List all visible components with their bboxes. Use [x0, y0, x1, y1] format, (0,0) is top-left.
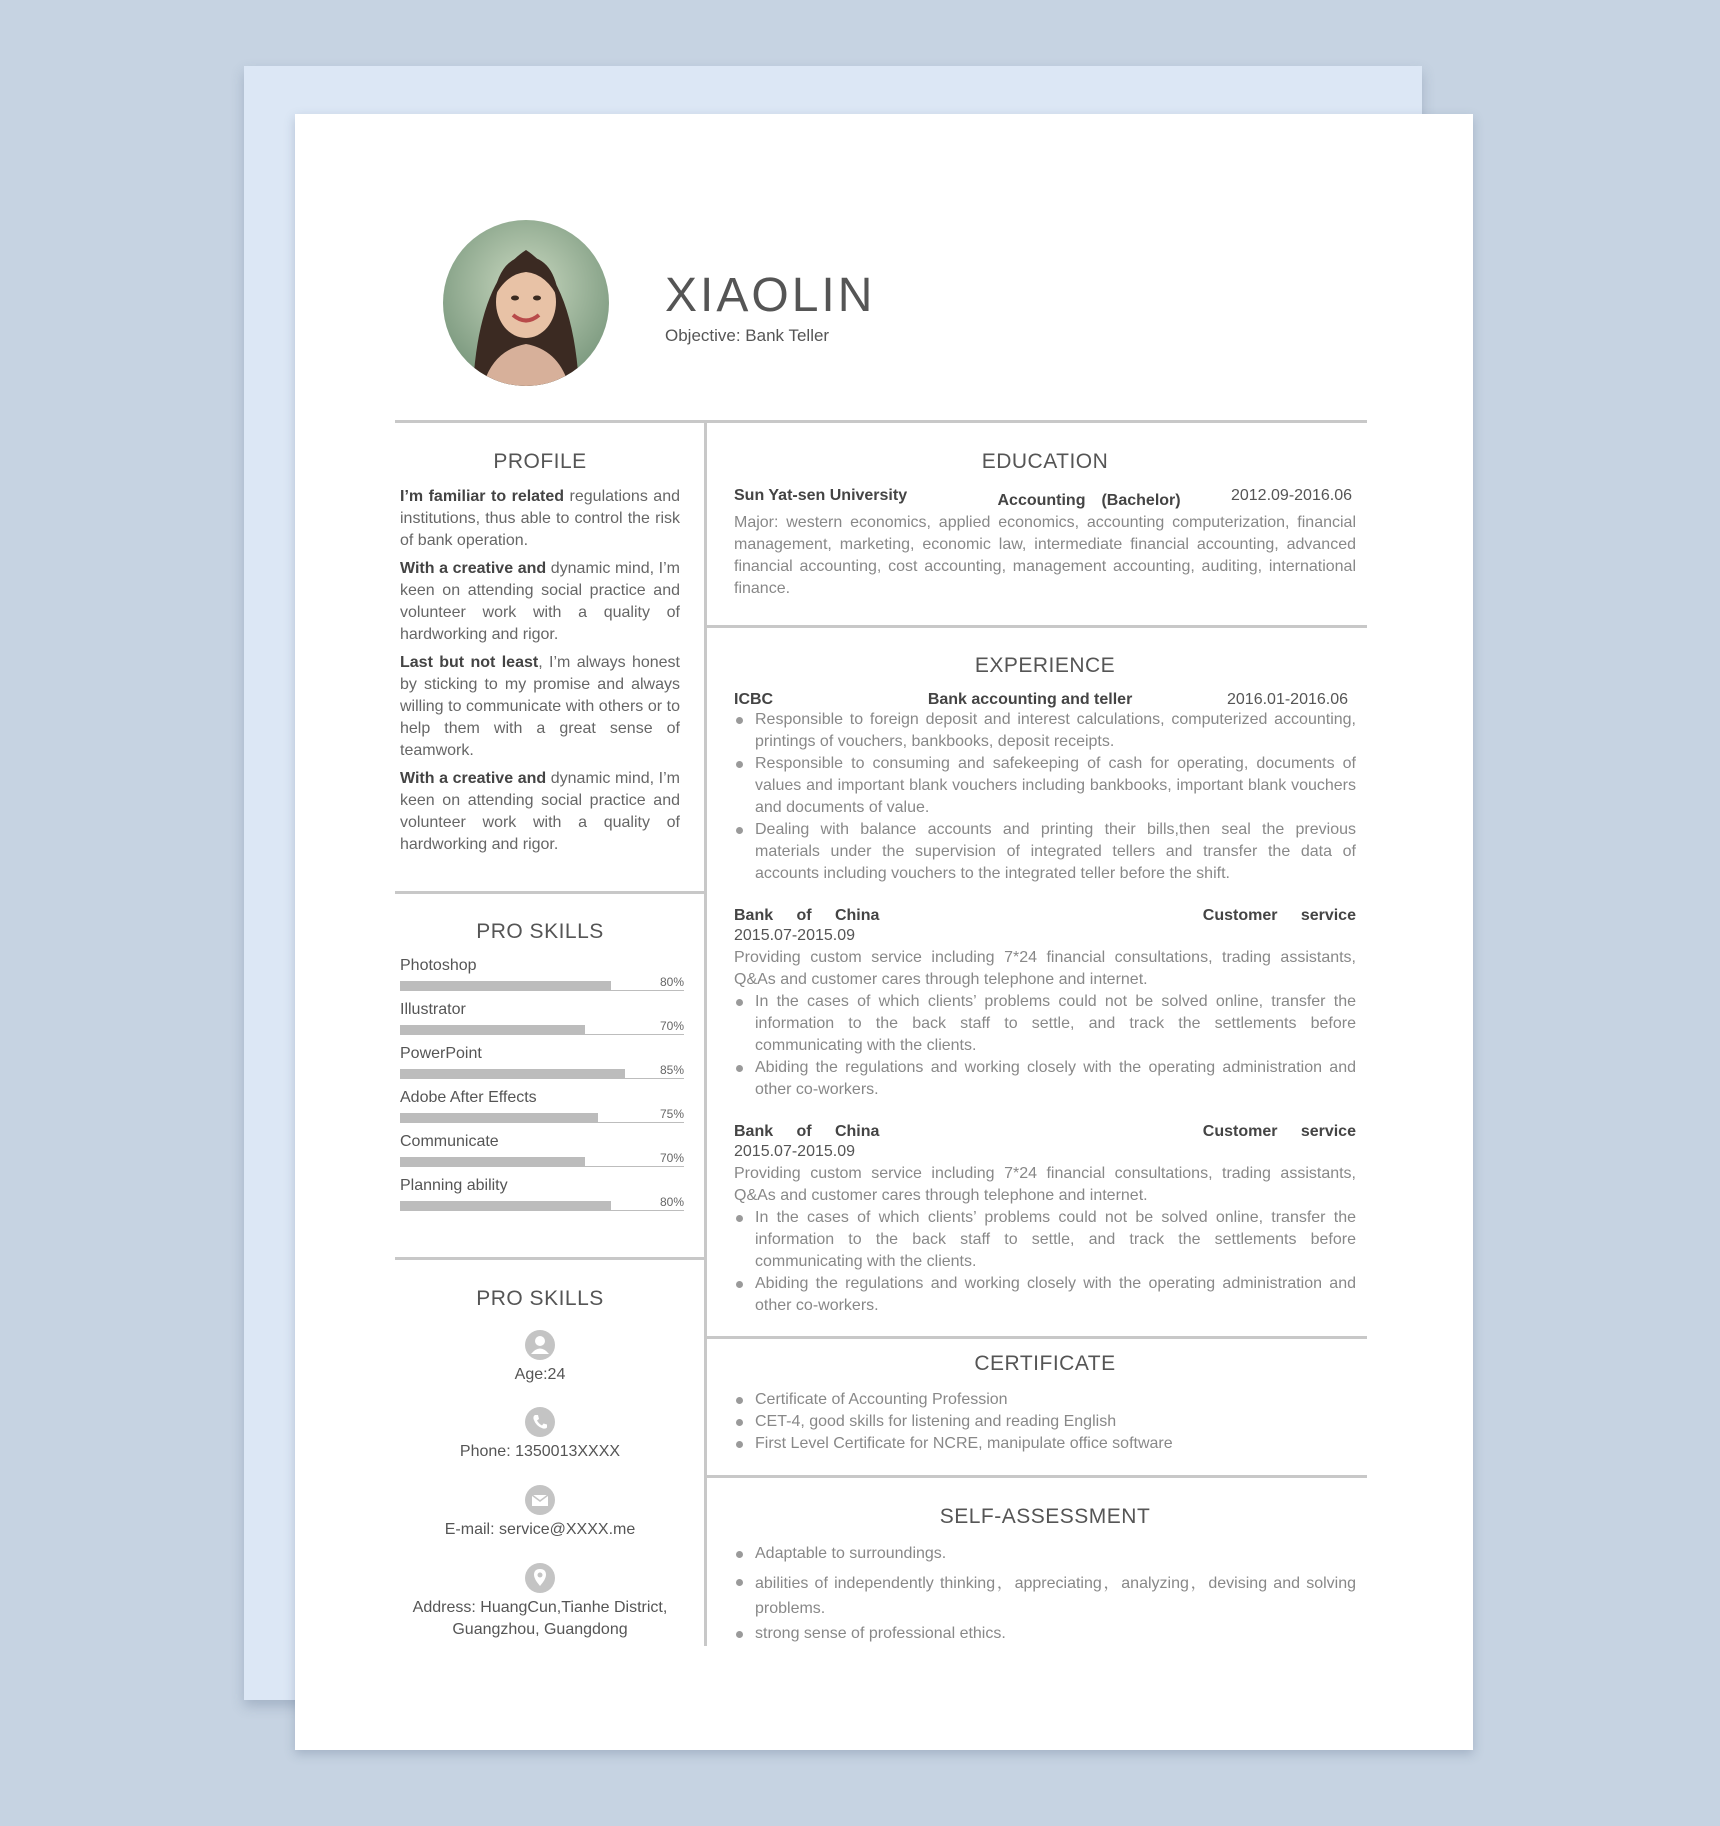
skill-percent: 80%	[659, 975, 684, 989]
job-company-word: of	[796, 1123, 812, 1140]
certificate-item: Certificate of Accounting Profession	[734, 1389, 1356, 1411]
skill-name: Communicate	[400, 1133, 499, 1150]
profile-divider	[395, 891, 705, 894]
profile-paragraph	[400, 768, 680, 856]
education-title: EDUCATION	[981, 450, 1109, 473]
skill-item	[400, 1089, 684, 1133]
location-icon	[525, 1563, 555, 1593]
contact-phone	[400, 1407, 680, 1463]
phone-icon	[525, 1407, 555, 1437]
job-role-word: Customer	[1202, 907, 1278, 924]
profile-text: , I’m always honest by sticking to my promise and always willing to communicate with others or to help them with a great sense of teamwork.	[400, 654, 680, 759]
self-assessment-list	[734, 1543, 1356, 1645]
self-assessment-section	[734, 1543, 1356, 1645]
job-header	[734, 1123, 1356, 1141]
skill-item	[400, 1133, 684, 1177]
skill-name: Planning ability	[400, 1177, 508, 1194]
skills-title: PRO SKILLS	[476, 920, 604, 943]
skill-bar	[400, 1025, 585, 1035]
skill-name: PowerPoint	[400, 1045, 482, 1062]
job-company-word: China	[834, 1123, 880, 1140]
skill-percent: 70%	[659, 1151, 684, 1165]
bullet-item: Abiding the regulations and working closely with the operating administration and other co-workers.	[734, 1057, 1356, 1101]
profile-bold: With a creative and	[400, 770, 547, 787]
skill-percent: 75%	[659, 1107, 684, 1121]
job-company-word: of	[796, 907, 812, 924]
user-icon	[525, 1330, 555, 1360]
profile-paragraph	[400, 486, 680, 552]
profile-paragraph	[400, 652, 680, 762]
skill-item	[400, 1001, 684, 1045]
job-header	[734, 907, 1356, 925]
skills-list	[400, 957, 684, 1221]
profile-title: PROFILE	[493, 450, 587, 473]
profile-paragraph	[400, 558, 680, 646]
job-role-word: service	[1300, 907, 1356, 924]
job-role-word: Customer	[1202, 1123, 1278, 1140]
education-divider	[706, 625, 1367, 628]
assessment-item: Adaptable to surroundings.	[734, 1543, 1356, 1565]
skill-bar	[400, 981, 611, 991]
skill-name: Adobe After Effects	[400, 1089, 537, 1106]
job-header	[734, 691, 1356, 709]
bullet-item: In the cases of which clients’ problems could not be solved online, transfer the information to the back staff to settle, and track the settlements before communicating with the clients.	[734, 1207, 1356, 1273]
degree: Accounting (Bachelor)	[997, 492, 1181, 509]
experience-section	[734, 691, 1356, 1317]
bullet-item: Dealing with balance accounts and printing their bills,then seal the previous materials under the supervision of integrated tellers and transfer the data of accounts including vouchers to the integrated teller before the shift.	[734, 819, 1356, 885]
phone-text: Phone: 1350013XXXX	[459, 1443, 621, 1460]
assessment-item: abilities of independently thinking，appreciating，analyzing，devising and solving problems.	[734, 1571, 1356, 1621]
job-role: Bank accounting and teller	[927, 691, 1133, 708]
bullet-item: Abiding the regulations and working closely with the operating administration and other co-workers.	[734, 1273, 1356, 1317]
skill-percent: 85%	[659, 1063, 684, 1077]
bullet-item: Responsible to consuming and safekeeping of cash for operating, documents of values and important blank vouchers including bankbooks, important blank vouchers and documents of value.	[734, 753, 1356, 819]
bullet-item: Responsible to foreign deposit and interest calculations, computerized accounting, printings of vouchers, bankbooks, deposit receipts.	[734, 709, 1356, 753]
address-line: Guangzhou, Guangdong	[452, 1621, 628, 1638]
profile-text: regulations and institutions, thus able to control the risk of bank operation.	[400, 488, 681, 549]
certificate-item: First Level Certificate for NCRE, manipulate office software	[734, 1433, 1356, 1455]
job-company: ICBC	[734, 691, 774, 708]
column-divider	[704, 422, 707, 1646]
skill-item	[400, 1045, 684, 1089]
job-description: Providing custom service including 7*24 financial consultations, trading assistants, Q&As and customer cares through telephone and internet.	[734, 1165, 1356, 1204]
contact-address	[400, 1563, 680, 1641]
experience-divider	[706, 1336, 1367, 1339]
experience-title: EXPERIENCE	[974, 654, 1116, 677]
skill-bar	[400, 1157, 585, 1167]
self-assessment-title: SELF-ASSESSMENT	[939, 1505, 1151, 1528]
job-description: Providing custom service including 7*24 financial consultations, trading assistants, Q&As and customer cares through telephone and internet.	[734, 949, 1356, 988]
job-dates: 2016.01-2016.06	[1227, 691, 1348, 708]
job-dates: 2015.07-2015.09	[734, 1143, 855, 1160]
job-company-word: China	[834, 907, 880, 924]
profile-bold: With a creative and	[400, 560, 547, 577]
skill-percent: 80%	[659, 1195, 684, 1209]
skill-bar	[400, 1069, 625, 1079]
education-section	[734, 487, 1356, 600]
age-text: Age:24	[514, 1366, 566, 1383]
contact-age	[400, 1330, 680, 1386]
profile-section	[400, 486, 680, 862]
school-name: Sun Yat-sen University	[734, 487, 908, 504]
email-text: E-mail: service@XXXX.me	[444, 1521, 636, 1538]
skill-name: Illustrator	[400, 1001, 466, 1018]
education-dates: 2012.09-2016.06	[1230, 487, 1352, 504]
contact-email	[400, 1485, 680, 1541]
skill-bar	[400, 1201, 611, 1211]
certificate-divider	[706, 1475, 1367, 1478]
assessment-item: strong sense of professional ethics.	[734, 1623, 1356, 1645]
skill-item	[400, 1177, 684, 1221]
certificate-section	[734, 1389, 1356, 1455]
education-major: Major: western economics, applied economics, accounting computerization, financial management, marketing, economic law, intermediate financial accounting, advanced financial accounting, cost accounting, management accounting, auditing, international finance.	[734, 514, 1356, 597]
candidate-name: XIAOLIN	[665, 269, 876, 322]
resume-page	[295, 114, 1473, 1750]
skill-bar	[400, 1113, 598, 1123]
bullet-item: In the cases of which clients’ problems could not be solved online, transfer the information to the back staff to settle, and track the settlements before communicating with the clients.	[734, 991, 1356, 1057]
certificate-item: CET-4, good skills for listening and reading English	[734, 1411, 1356, 1433]
mail-icon	[525, 1485, 555, 1515]
skill-item	[400, 957, 684, 1001]
job-role-word: service	[1300, 1123, 1356, 1140]
contact-title: PRO SKILLS	[476, 1287, 604, 1310]
objective: Objective: Bank Teller	[665, 326, 830, 345]
job-bullets	[734, 709, 1356, 885]
job-company-word: Bank	[734, 907, 774, 924]
header-divider	[395, 420, 1367, 423]
certificate-list	[734, 1389, 1356, 1455]
job-bullets	[734, 991, 1356, 1101]
skills-divider	[395, 1257, 705, 1260]
education-row	[734, 487, 1356, 510]
certificate-title: CERTIFICATE	[974, 1352, 1116, 1375]
job-bullets	[734, 1207, 1356, 1317]
profile-bold: Last but not least	[400, 654, 539, 671]
job-dates: 2015.07-2015.09	[734, 927, 855, 944]
profile-text: dynamic mind, I’m keen on attending social practice and volunteer work with a quality of hardworking and rigor.	[400, 560, 680, 643]
address-line: Address: HuangCun,Tianhe District,	[412, 1599, 668, 1616]
skill-percent: 70%	[659, 1019, 684, 1033]
profile-text: dynamic mind, I’m keen on attending social practice and volunteer work with a quality of hardworking and rigor.	[400, 770, 680, 853]
skill-name: Photoshop	[400, 957, 477, 974]
job-company-word: Bank	[734, 1123, 774, 1140]
profile-photo	[443, 220, 609, 386]
profile-bold: I’m familiar to related	[400, 488, 565, 505]
